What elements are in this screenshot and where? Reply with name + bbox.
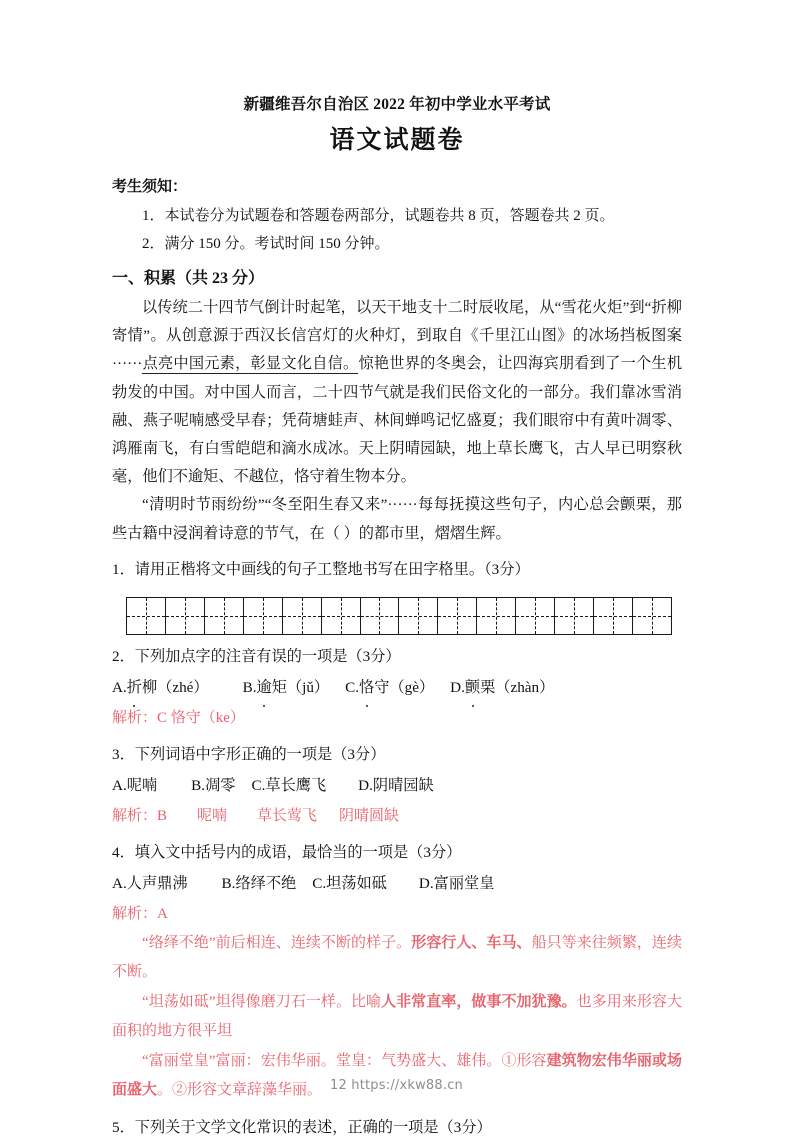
option-text: 阴晴园缺: [372, 776, 434, 794]
option-text: 坦荡如砥: [326, 874, 387, 892]
option-pinyin: （zhàn）: [495, 678, 555, 696]
option-label: C.: [345, 678, 360, 696]
option-2-D[interactable]: D.颤栗（zhàn）: [450, 673, 554, 702]
tianzige-cell[interactable]: [127, 598, 166, 634]
tianzige-cell[interactable]: [477, 598, 516, 634]
explain-bold-text: 人非常直率，做事不加犹豫。: [381, 993, 577, 1010]
tianzige-grid-wrap: [112, 597, 682, 635]
passage-text-a: 以传统二十四节气倒计时起笔，以天干地支十二时辰收尾，从“雪花火炬”到“折柳寄情”。从创意源于西汉长信宫灯的火种灯，到取自《千里江山图》的冰场挡板图案······: [112, 299, 682, 373]
question-2-options: [112, 673, 682, 702]
tianzige-cell[interactable]: [633, 598, 671, 634]
page-footer-watermark: 12 https://xkw88.cn: [330, 1078, 463, 1093]
question-4-explain-2: [112, 988, 682, 1047]
explain-bold-text: 形容行人、车马、: [411, 934, 532, 951]
option-label: B.: [191, 776, 206, 794]
option-label: B.: [221, 874, 236, 892]
passage-paragraph-1: [112, 294, 682, 491]
question-3-options: [112, 771, 682, 800]
emphasis-dot-char: 恪: [359, 673, 374, 702]
candidate-notice-heading: 考生须知：: [112, 179, 188, 195]
tianzige-cell[interactable]: [166, 598, 205, 634]
option-2-B[interactable]: B.逾矩（jǔ）: [243, 673, 330, 702]
passage-text-b: 惊艳世界的冬奥会，让四海宾朋看到了一个生机勃发的中国。对中国人而言，二十四节气就是我们民俗文化的一部分。我们靠冰雪消融、燕子呢喃感受早春；凭荷塘蛙声、林间蝉鸣记忆盛夏；我们眼帘中有黄叶凋零、鸿雁南飞，有白雪皑皑和滴水成冰。天上阴晴园缺，地上草长鹰飞，古人早已明察秋毫，他们不逾矩、不越位，恪守着生物本分。: [112, 355, 683, 486]
option-label: A.: [112, 678, 127, 696]
option-pinyin: （gè）: [389, 678, 435, 696]
option-4-A[interactable]: [112, 869, 188, 898]
emphasis-dot-char: 逾: [257, 673, 272, 702]
option-2-A[interactable]: A.折柳（zhé）: [112, 673, 209, 702]
option-2-C[interactable]: C.恪守（gè）: [345, 673, 434, 702]
option-pinyin: （jǔ）: [286, 678, 330, 696]
explain-plain-text: “富丽堂皇”富丽：宏伟华丽。堂皇：气势盛大、雄伟。①形容: [142, 1052, 547, 1069]
notice-item-1: 1．本试卷分为试题卷和答题卷两部分，试题卷共 8 页，答题卷共 2 页。: [142, 208, 615, 224]
option-text: 凋零: [205, 776, 236, 794]
option-text: 草长鹰飞: [265, 776, 327, 794]
option-label: D.: [450, 678, 465, 696]
question-1-stem: 1．请用正楷将文中画线的句子工整地书写在田字格里。（3分）: [112, 560, 530, 578]
option-label: D.: [418, 874, 434, 892]
tianzige-cell[interactable]: [594, 598, 633, 634]
answer-word: 呢喃: [197, 807, 228, 824]
answer-word: 草长莺飞: [257, 807, 318, 824]
emphasis-dot-char: 折: [127, 673, 142, 702]
question-4-stem: 4．填入文中括号内的成语，最恰当的一项是（3分）: [112, 843, 462, 861]
option-4-B[interactable]: [222, 869, 297, 898]
explain-plain-text: “络绎不绝”前后相连、连续不断的样子。: [142, 934, 412, 951]
option-text: 人声鼎沸: [126, 874, 188, 892]
option-3-A[interactable]: [112, 771, 157, 800]
emphasis-dot-char: 颤: [465, 673, 480, 702]
notice-item-2: 2．满分 150 分。考试时间 150 分钟。: [142, 236, 390, 252]
question-2-answer: 解析：C 恪守（ke）: [112, 709, 245, 726]
option-3-D[interactable]: [358, 771, 434, 800]
question-3-stem: 3．下列词语中字形正确的一项是（3分）: [112, 745, 386, 763]
question-4-explain-3: [112, 1047, 682, 1106]
question-5-stem: 5．下列关于文学文化常识的表述，正确的一项是（3分）: [112, 1118, 492, 1136]
tianzige-cell[interactable]: [516, 598, 555, 634]
explain-plain-text: “坦荡如砥”坦得像磨刀石一样。比喻: [142, 993, 382, 1010]
option-label: A.: [112, 776, 127, 794]
exam-region-title: 新疆维吾尔自治区 2022 年初中学业水平考试: [243, 96, 551, 113]
tianzige-cell[interactable]: [361, 598, 400, 634]
option-label: C.: [251, 776, 266, 794]
option-text: 富丽堂皇: [433, 874, 495, 892]
passage-paragraph-2: “清明时节雨纷纷”“冬至阳生春又来”······每每抚摸这些句子，内心总会颤栗，那些古籍中浸润着诗意的节气，在（ ）的都市里，熠熠生辉。: [112, 496, 682, 542]
tianzige-cell[interactable]: [244, 598, 283, 634]
tianzige-cell[interactable]: [438, 598, 477, 634]
explain-bold-text: 建筑物宏伟华丽或场面盛大: [112, 1052, 682, 1099]
option-4-D[interactable]: [419, 869, 495, 898]
explain-plain-text: 也多用来形容大面积的地方很平坦: [112, 993, 682, 1040]
tianzige-cell[interactable]: [205, 598, 244, 634]
option-label: A.: [112, 874, 127, 892]
question-3-answer: [112, 802, 682, 831]
answer-word: 阴晴圆缺: [339, 807, 400, 824]
option-3-B[interactable]: [191, 771, 235, 800]
tianzige-grid[interactable]: [126, 597, 672, 635]
explain-plain-text: 。②形容文章辞藻华丽。: [157, 1082, 323, 1099]
tianzige-cell[interactable]: [322, 598, 361, 634]
option-text: 呢喃: [126, 776, 158, 794]
tianzige-cell[interactable]: [283, 598, 322, 634]
question-4-answer: 解析：A: [112, 905, 168, 922]
option-label: C.: [312, 874, 327, 892]
option-text: 络绎不绝: [235, 874, 297, 892]
option-4-C[interactable]: [312, 869, 387, 898]
option-3-C[interactable]: [251, 771, 326, 800]
passage-underlined-sentence: 点亮中国元素，彰显文化自信。: [142, 355, 359, 373]
option-label: B.: [242, 678, 257, 696]
question-4-explain-1: [112, 929, 682, 988]
question-2-stem: 2．下列加点字的注音有误的一项是（3分）: [112, 647, 401, 665]
answer-prefix: 解析：B: [112, 807, 168, 824]
question-4-options: [112, 869, 682, 898]
option-label: D.: [358, 776, 373, 794]
option-pinyin: （zhé）: [157, 678, 209, 696]
page-content: [112, 92, 682, 1142]
tianzige-cell[interactable]: [399, 598, 438, 634]
explain-plain-text: 船只等来往频繁，连续不断。: [112, 934, 682, 981]
tianzige-cell[interactable]: [555, 598, 594, 634]
section-heading-accumulation: 一、积累（共 23 分）: [112, 270, 265, 287]
exam-subject-title: 语文试题卷: [329, 127, 465, 154]
